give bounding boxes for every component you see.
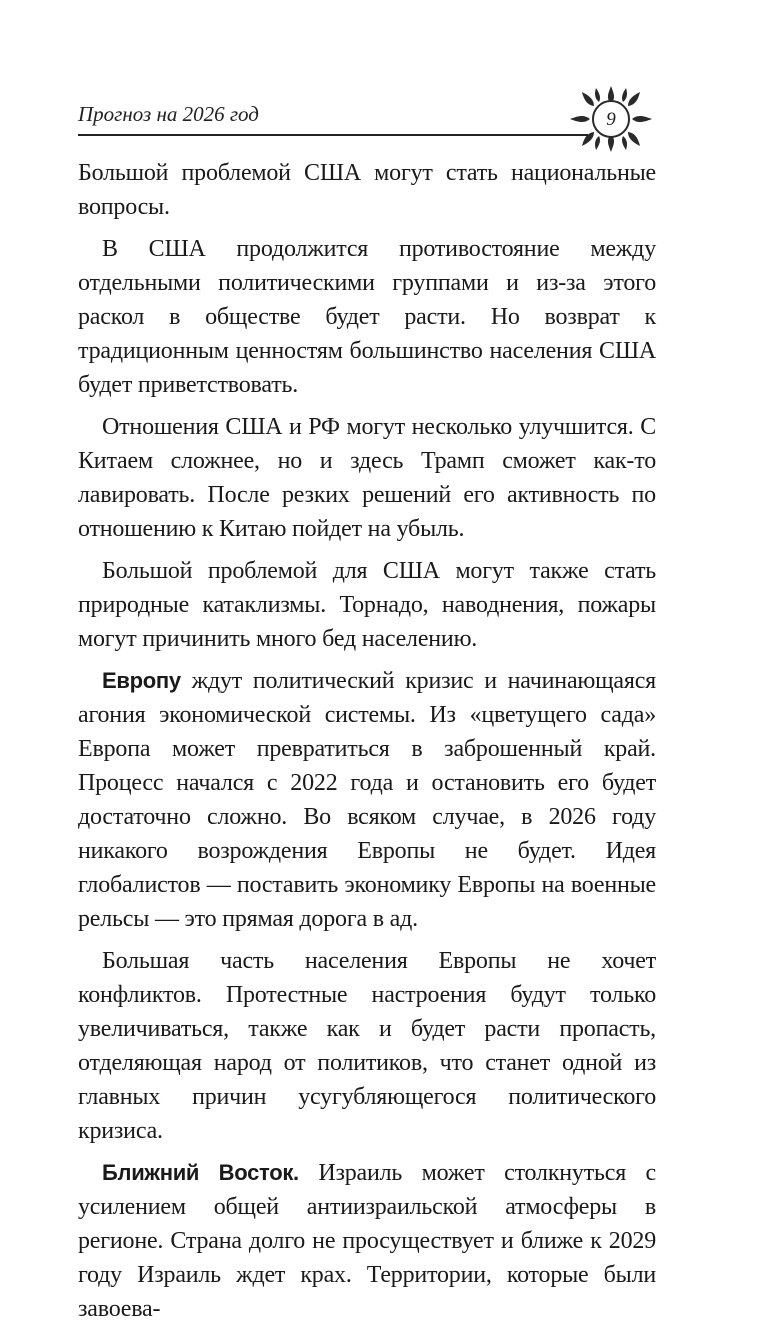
paragraph-europe	[78, 664, 656, 936]
lead-europe: Европу	[102, 668, 181, 693]
lead-middle-east: Ближний Восток.	[102, 1160, 299, 1185]
paragraph-usa-politics: В США продолжится противостояние между отдельными политическими группами и из-за этого раскол в обществе будет расти. Но возврат к традиционным ценностям большинство населения США будет приветствовать.	[78, 236, 656, 398]
sun-ornament-icon	[568, 84, 654, 154]
page-number: 9	[606, 109, 616, 130]
body-text	[78, 156, 656, 1334]
paragraph-usa-national: Большой проблемой США могут стать национальные вопросы.	[78, 160, 656, 220]
paragraph-europe-population: Большая часть населения Европы не хочет конфликтов. Протестные настроения будут только увеличиваться, также как и будет расти пропасть, отделяющая народ от политиков, что станет одной из главных причин усугубляющегося политического кризиса.	[78, 948, 656, 1144]
paragraph-middle-east	[78, 1156, 656, 1326]
paragraph-usa-disasters: Большой проблемой для США могут также стать природные катаклизмы. Торнадо, наводнения, пожары могут причинить много бед населению.	[78, 558, 656, 652]
paragraph-usa-relations: Отношения США и РФ могут несколько улучшится. С Китаем сложнее, но и здесь Трамп сможет как-то лавировать. После резких решений его активность по отношению к Китаю пойдет на убыль.	[78, 414, 656, 542]
paragraph-middle-east-text: Израиль может столкнуться с усилением общей антиизраильской атмосферы в регионе. Страна долго не просуществует и ближе к 2029 году Израиль ждет крах. Территории, которые были завоева-	[78, 1160, 656, 1322]
header-rule	[78, 134, 588, 136]
running-head	[78, 96, 618, 136]
paragraph-europe-text: ждут политический кризис и начинающаяся агония экономической системы. Из «цветущего сада» Европа может превратиться в заброшенный край. Процесс начался с 2022 года и остановить его будет достаточно сложно. Во всяком случае, в 2026 году никакого возрождения Европы не будет. Идея глобалистов — поставить экономику Европы на военные рельсы — это прямая дорога в ад.	[78, 668, 656, 932]
running-title: Прогноз на 2026 год	[78, 102, 259, 126]
